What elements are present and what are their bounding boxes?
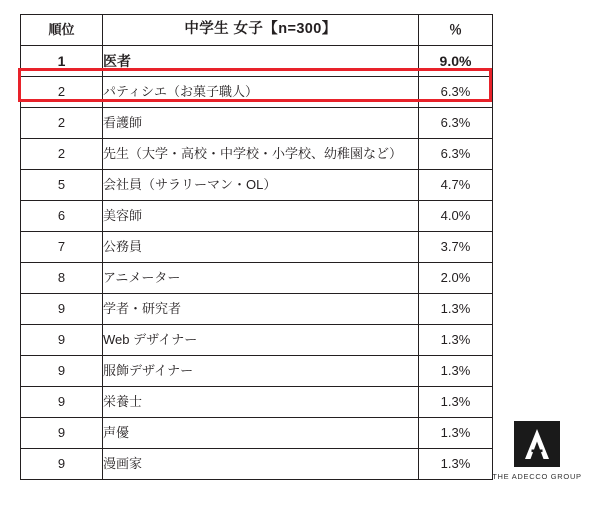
cell-percent: 3.7% — [419, 232, 493, 263]
cell-job: 美容師 — [103, 201, 419, 232]
cell-rank: 9 — [21, 294, 103, 325]
cell-percent: 6.3% — [419, 77, 493, 108]
cell-percent: 9.0% — [419, 46, 493, 77]
cell-rank: 9 — [21, 325, 103, 356]
cell-job: 先生（大学・高校・中学校・小学校、幼稚園など） — [103, 139, 419, 170]
table-row — [21, 108, 493, 139]
table-row — [21, 232, 493, 263]
table-row — [21, 263, 493, 294]
table-row — [21, 449, 493, 480]
table-row — [21, 77, 493, 108]
adecco-a-mark-icon — [514, 421, 560, 467]
table-row — [21, 325, 493, 356]
cell-rank: 8 — [21, 263, 103, 294]
table-row — [21, 46, 493, 77]
table-body — [21, 46, 493, 480]
cell-job: 服飾デザイナー — [103, 356, 419, 387]
cell-job: 栄養士 — [103, 387, 419, 418]
cell-rank: 9 — [21, 356, 103, 387]
cell-job: 医者 — [103, 46, 419, 77]
cell-job: 声優 — [103, 418, 419, 449]
cell-percent: 6.3% — [419, 108, 493, 139]
table-header-row — [21, 15, 493, 46]
cell-rank: 2 — [21, 77, 103, 108]
cell-rank: 2 — [21, 139, 103, 170]
cell-rank: 1 — [21, 46, 103, 77]
cell-percent: 1.3% — [419, 418, 493, 449]
cell-job: Web デザイナー — [103, 325, 419, 356]
cell-percent: 2.0% — [419, 263, 493, 294]
table-row — [21, 170, 493, 201]
adecco-group-logo — [490, 421, 584, 481]
cell-percent: 6.3% — [419, 139, 493, 170]
cell-rank: 5 — [21, 170, 103, 201]
table-row — [21, 387, 493, 418]
table-row — [21, 356, 493, 387]
cell-percent: 1.3% — [419, 356, 493, 387]
cell-percent: 4.7% — [419, 170, 493, 201]
cell-rank: 9 — [21, 418, 103, 449]
cell-percent: 1.3% — [419, 294, 493, 325]
cell-percent: 1.3% — [419, 325, 493, 356]
logo-caption: THE ADECCO GROUP — [492, 472, 582, 481]
cell-job: 公務員 — [103, 232, 419, 263]
cell-rank: 6 — [21, 201, 103, 232]
cell-job: パティシエ（お菓子職人） — [103, 77, 419, 108]
cell-rank: 9 — [21, 387, 103, 418]
cell-job: 会社員（サラリーマン・OL） — [103, 170, 419, 201]
cell-rank: 2 — [21, 108, 103, 139]
cell-rank: 9 — [21, 449, 103, 480]
cell-percent: 4.0% — [419, 201, 493, 232]
cell-job: 学者・研究者 — [103, 294, 419, 325]
cell-rank: 7 — [21, 232, 103, 263]
table-row — [21, 418, 493, 449]
cell-percent: 1.3% — [419, 449, 493, 480]
table-row — [21, 201, 493, 232]
cell-percent: 1.3% — [419, 387, 493, 418]
table-row — [21, 294, 493, 325]
table-header — [21, 15, 493, 46]
column-header-job: 中学生 女子【n=300】 — [103, 15, 419, 46]
ranking-table — [20, 14, 493, 480]
column-header-rank: 順位 — [21, 15, 103, 46]
cell-job: 漫画家 — [103, 449, 419, 480]
cell-job: アニメーター — [103, 263, 419, 294]
column-header-percent: ％ — [419, 15, 493, 46]
table-row — [21, 139, 493, 170]
cell-job: 看護師 — [103, 108, 419, 139]
